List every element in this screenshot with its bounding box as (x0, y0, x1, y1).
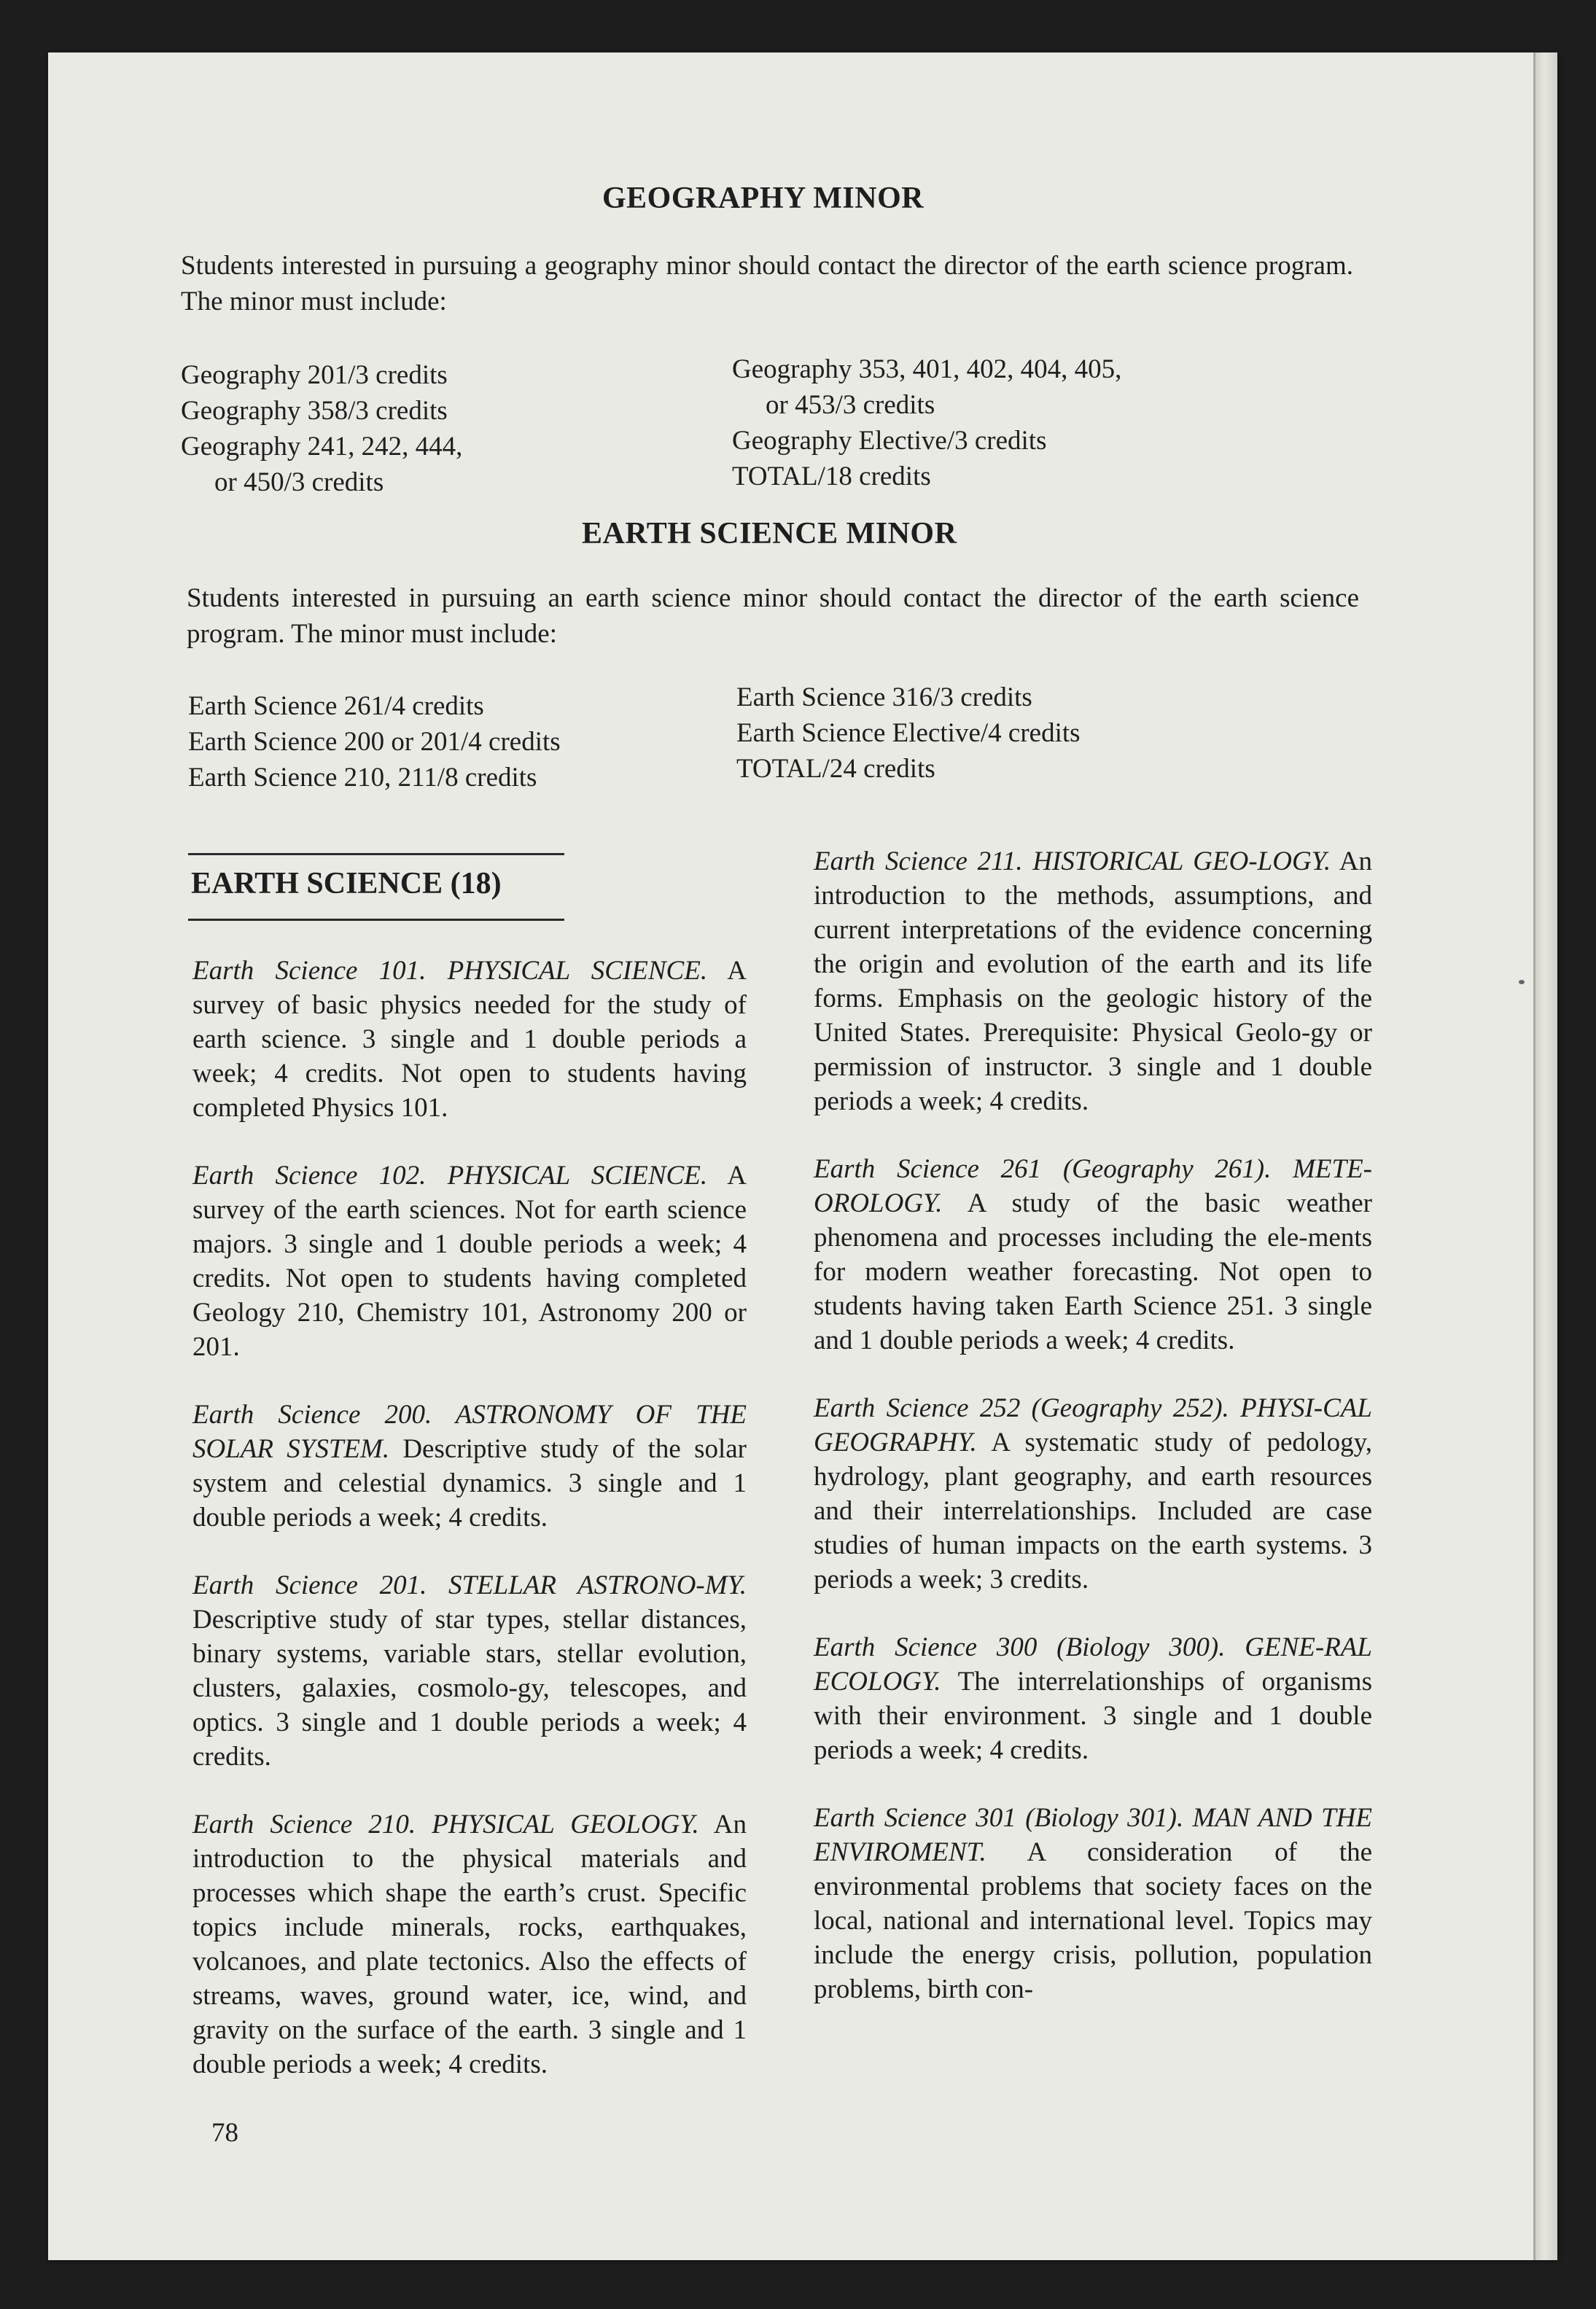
course-heading: Earth Science 301 (Biology 301). MAN AND THE ENVIROMENT. (814, 1803, 1372, 1867)
earth-science-minor-left-list (188, 688, 561, 795)
speck (1519, 980, 1525, 984)
list-item: Earth Science 316/3 credits (736, 682, 1032, 712)
list-item: Geography 358/3 credits (181, 396, 448, 426)
list-item: or 453/3 credits (766, 390, 935, 420)
list-item: TOTAL/24 credits (736, 754, 935, 784)
course-heading: Earth Science 102. PHYSICAL SCIENCE. (192, 1161, 708, 1191)
course-column-right (814, 844, 1372, 2040)
course-description: Descriptive study of star types, stellar distances, binary systems, variable stars, stellar evolution, clusters, galaxies, cosmolo-gy, telescopes, and optics. 3 single and 1 double periods a week; 4 credits. (192, 1605, 747, 1772)
earth-science-section-heading: EARTH SCIENCE (18) (191, 867, 502, 900)
course-description: A systematic study of pedology, hydrology, plant geography, and earth resources and their interrelationships. Included are case studies of human impacts on the earth systems. 3 periods a week; 3 credits. (814, 1428, 1372, 1595)
course-entry (814, 1391, 1372, 1597)
course-description: The interrelationships of organisms with their environment. 3 single and 1 double periods a week; 4 credits. (814, 1667, 1372, 1765)
course-entry (814, 1630, 1372, 1767)
geography-minor-intro: Students interested in pursuing a geography minor should contact the director of the earth science program. The minor must include: (181, 251, 1353, 316)
course-entry (814, 1152, 1372, 1358)
page-edge (1533, 52, 1557, 2260)
course-heading: Earth Science 211. HISTORICAL GEO-LOGY. (814, 846, 1331, 876)
course-description: Descriptive study of the solar system and celestial dynamics. 3 single and 1 double periods a week; 4 credits. (192, 1434, 747, 1533)
course-heading: Earth Science 261 (Geography 261). METE-OROLOGY. (814, 1154, 1372, 1218)
course-description: An introduction to the methods, assumptions, and current interpretations of the evidence concerning the origin and evolution of the earth and its life forms. Emphasis on the geologic history of the United States. Prerequisite: Physical Geolo-gy or permission of instructor. 3 single and 1 double periods a week; 4 credits. (814, 846, 1372, 1116)
page-number: 78 (211, 2118, 238, 2148)
course-description: A survey of the earth sciences. Not for earth science majors. 3 single and 1 double periods a week; 4 credits. Not open to students having completed Geology 210, Chemistry 101, Astronomy 200 or 201. (192, 1161, 747, 1362)
course-heading: Earth Science 201. STELLAR ASTRONO-MY. (192, 1570, 747, 1600)
list-item: Earth Science 200 or 201/4 credits (188, 727, 561, 757)
course-entry (192, 1159, 747, 1364)
course-entry (814, 1801, 1372, 2006)
heading-rule-bottom (188, 919, 564, 921)
course-entry (814, 844, 1372, 1118)
course-description: A study of the basic weather phenomena and processes including the ele-ments for modern weather forecasting. Not open to students having taken Earth Science 251. 3 single and 1 double periods a week; 4 credits. (814, 1188, 1372, 1355)
course-heading: Earth Science 210. PHYSICAL GEOLOGY. (192, 1810, 699, 1839)
earth-science-minor-right-list (736, 680, 1081, 787)
course-description: A consideration of the environmental problems that society faces on the local, national and international level. Topics may include the energy crisis, pollution, population problems, birth con- (814, 1837, 1372, 2004)
course-entry (192, 1568, 747, 1774)
earth-science-minor-intro: Students interested in pursuing an earth science minor should contact the director of the earth science program. The minor must include: (187, 583, 1359, 649)
list-item: Geography 353, 401, 402, 404, 405, (732, 354, 1122, 384)
list-item: Earth Science Elective/4 credits (736, 718, 1081, 748)
course-heading: Earth Science 300 (Biology 300). GENE-RAL ECOLOGY. (814, 1632, 1372, 1697)
list-item: Earth Science 210, 211/8 credits (188, 763, 537, 793)
course-description: A survey of basic physics needed for the study of earth science. 3 single and 1 double periods a week; 4 credits. Not open to students having completed Physics 101. (192, 956, 747, 1123)
course-heading: Earth Science 101. PHYSICAL SCIENCE. (192, 956, 708, 986)
list-item: Geography 241, 242, 444, (181, 432, 463, 462)
list-item: Earth Science 261/4 credits (188, 691, 484, 721)
list-item: Geography 201/3 credits (181, 360, 448, 390)
geography-minor-left-list (181, 357, 462, 500)
course-heading: Earth Science 252 (Geography 252). PHYSI-CAL GEOGRAPHY. (814, 1393, 1372, 1457)
course-heading: Earth Science 200. ASTRONOMY OF THE SOLAR SYSTEM. (192, 1400, 747, 1464)
course-entry (192, 1807, 747, 2082)
course-entry (192, 1398, 747, 1535)
heading-rule-top (188, 853, 564, 855)
geography-minor-title: GEOGRAPHY MINOR (602, 182, 924, 215)
course-description: An introduction to the physical materials and processes which shape the earth’s crust. Specific topics include minerals, rocks, earthquakes, volcanoes, and plate tectonics. Also the effects of streams, waves, ground water, ice, wind, and gravity on the surface of the earth. 3 single and 1 double periods a week; 4 credits. (192, 1810, 747, 2079)
list-item: TOTAL/18 credits (732, 462, 931, 491)
course-entry (192, 954, 747, 1125)
list-item: or 450/3 credits (214, 467, 384, 497)
list-item: Geography Elective/3 credits (732, 426, 1047, 456)
earth-science-minor-title: EARTH SCIENCE MINOR (582, 517, 957, 550)
course-column-left (192, 954, 747, 2115)
geography-minor-right-list (732, 351, 1121, 494)
